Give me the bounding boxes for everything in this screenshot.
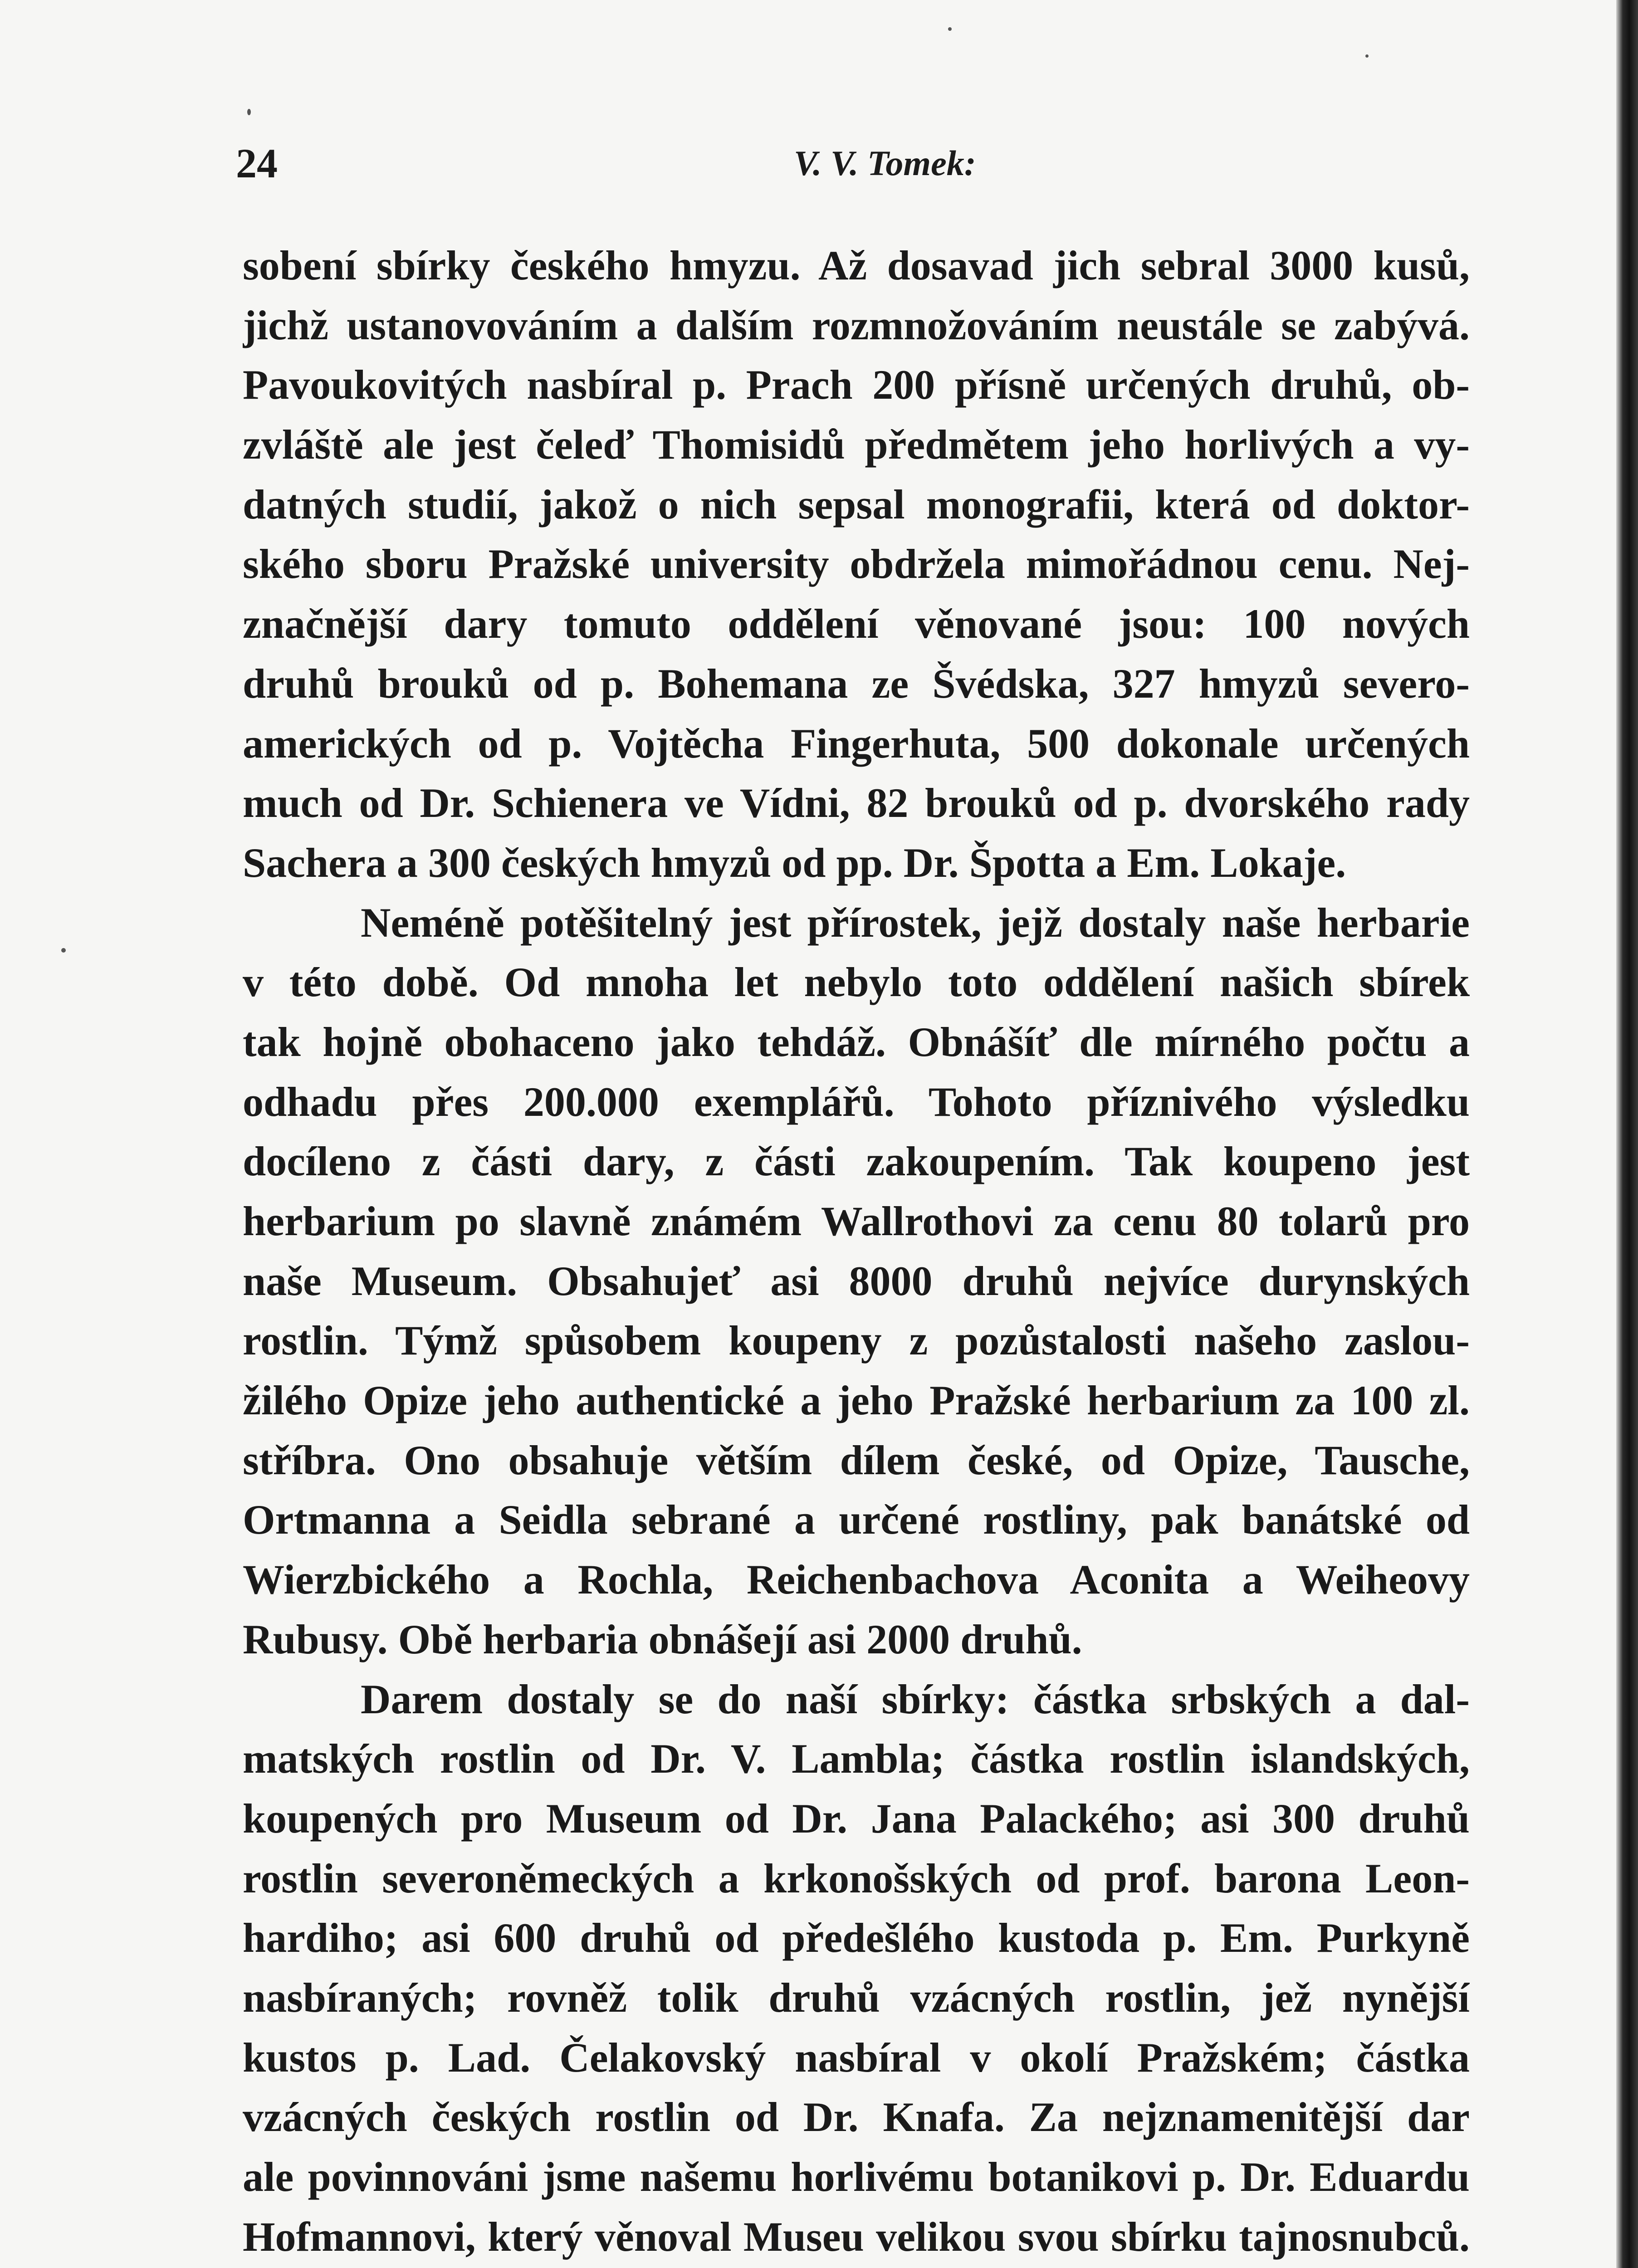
running-head: V. V. Tomek: — [794, 143, 976, 183]
text-line: amerických od p. Vojtěcha Fingerhuta, 500 dokonale určených — [243, 720, 1470, 767]
text-line: Wierzbického a Rochla, Reichenbachova Aconita a Weiheovy — [243, 1556, 1470, 1603]
text-line: Pavoukovitých nasbíral p. Prach 200 přísně určených druhů, ob- — [243, 362, 1470, 408]
page-edge-shadow — [1616, 0, 1638, 2268]
text-line: kustos p. Lad. Čelakovský nasbíral v okolí Pražském; částka — [243, 2034, 1470, 2081]
text-line: hardiho; asi 600 druhů od předešlého kustoda p. Em. Purkyně — [243, 1915, 1470, 1961]
paper-speck — [247, 109, 251, 115]
text-line: Ortmanna a Seidla sebrané a určené rostliny, pak banátské od — [243, 1496, 1470, 1543]
text-line: žilého Opize jeho authentické a jeho Pražské herbarium za 100 zl. — [243, 1377, 1470, 1424]
paper-speck — [61, 948, 66, 953]
text-line: Sachera a 300 českých hmyzů od pp. Dr. Špotta a Em. Lokaje. — [243, 839, 1346, 886]
page-number: 24 — [236, 140, 278, 186]
text-line: matských rostlin od Dr. V. Lambla; částka rostlin islandských, — [243, 1735, 1470, 1782]
text-line: ale povinnováni jsme našemu horlivému botanikovi p. Dr. Eduardu — [243, 2154, 1470, 2200]
text-line: koupených pro Museum od Dr. Jana Palackého; asi 300 druhů — [243, 1795, 1470, 1842]
text-line: datných studií, jakož o nich sepsal monografii, která od doktor- — [243, 481, 1470, 528]
text-line: odhadu přes 200.000 exemplářů. Tohoto příznivého výsledku — [243, 1078, 1470, 1125]
text-line: druhů brouků od p. Bohemana ze Švédska, 327 hmyzů severo- — [243, 660, 1470, 707]
body-text — [243, 236, 1470, 2268]
text-line: Hofmannovi, který věnoval Museu velikou svou sbírku tajnosnubců. — [243, 2213, 1470, 2260]
text-line: rostlin severoněmeckých a krkonošských od prof. barona Leon- — [243, 1855, 1470, 1901]
text-line: docíleno z části dary, z části zakoupením. Tak koupeno jest — [243, 1138, 1470, 1185]
paragraph-first-line: Darem dostaly se do naší sbírky: částka srbských a dal- — [361, 1676, 1470, 1722]
text-line: značnější dary tomuto oddělení věnované jsou: 100 nových — [243, 601, 1470, 647]
text-line: tak hojně obohaceno jako tehdáž. Obnášíť dle mírného počtu a — [243, 1018, 1470, 1065]
text-line: vzácných českých rostlin od Dr. Knafa. Za nejznamenitější dar — [243, 2094, 1470, 2141]
paper-speck — [948, 27, 952, 31]
paper-speck — [1365, 54, 1369, 58]
text-line: sobení sbírky českého hmyzu. Až dosavad jich sebral 3000 kusů, — [243, 242, 1470, 288]
text-line: much od Dr. Schienera ve Vídni, 82 brouků od p. dvorského rady — [243, 780, 1470, 826]
text-line: nasbíraných; rovněž tolik druhů vzácných rostlin, jež nynější — [243, 1974, 1470, 2021]
text-line: zvláště ale jest čeleď Thomisidů předmětem jeho horlivých a vy- — [243, 421, 1470, 468]
text-line: stříbra. Ono obsahuje větším dílem české, od Opize, Tausche, — [243, 1437, 1470, 1483]
text-line: jichž ustanovováním a dalším rozmnožováním neustále se zabývá. — [243, 302, 1470, 348]
text-line: Rubusy. Obě herbaria obnášejí asi 2000 druhů. — [243, 1616, 1082, 1662]
page-header — [236, 132, 1470, 195]
text-line: v této době. Od mnoha let nebylo toto oddělení našich sbírek — [243, 959, 1470, 1006]
text-line: ského sboru Pražské university obdržela mimořádnou cenu. Nej- — [243, 541, 1470, 587]
text-line: herbarium po slavně známém Wallrothovi za cenu 80 tolarů pro — [243, 1198, 1470, 1244]
text-line: rostlin. Týmž spůsobem koupeny z pozůstalosti našeho zaslou- — [243, 1317, 1470, 1364]
text-line: naše Museum. Obsahujeť asi 8000 druhů nejvíce durynských — [243, 1257, 1470, 1304]
paragraph-first-line: Neméně potěšitelný jest přírostek, jejž dostaly naše herbarie — [361, 899, 1470, 946]
